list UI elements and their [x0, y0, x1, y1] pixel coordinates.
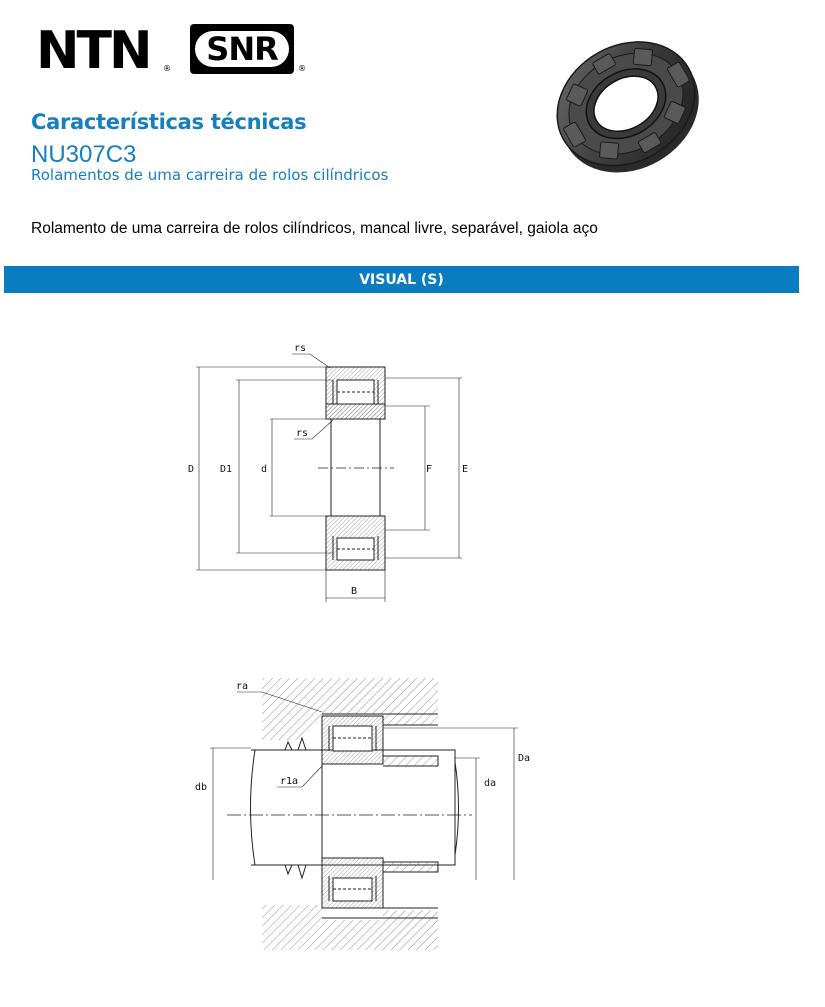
- product-subtitle: Rolamentos de uma carreira de rolos cilíndricos: [31, 166, 389, 184]
- product-description: Rolamento de uma carreira de rolos cilíndricos, mancal livre, separável, gaiola aço: [31, 220, 598, 237]
- label-rs-inner: rs: [296, 428, 309, 439]
- snr-logo-text: SNR: [195, 31, 289, 67]
- label-db: db: [195, 782, 208, 793]
- label-D: D: [188, 464, 195, 475]
- mounting-arrangement-drawing: [210, 678, 518, 950]
- label-ra: ra: [236, 681, 249, 692]
- bearing-cross-section-drawing: [196, 354, 462, 602]
- label-da: da: [484, 778, 497, 789]
- page-title: Características técnicas: [31, 110, 307, 134]
- section-header-visual: VISUAL (S): [4, 266, 799, 293]
- label-D1: D1: [220, 464, 233, 475]
- label-F: F: [426, 464, 433, 475]
- label-rs-top: rs: [294, 343, 307, 354]
- label-r1a: r1a: [280, 776, 299, 787]
- label-B: B: [351, 586, 358, 597]
- label-Da: Da: [518, 753, 531, 764]
- product-code: NU307C3: [31, 141, 137, 168]
- ntn-registered-mark: ®: [163, 64, 171, 73]
- label-d: d: [261, 464, 268, 475]
- ntn-logo-text: NTN: [36, 21, 150, 81]
- label-E: E: [462, 464, 469, 475]
- snr-registered-mark: ®: [298, 64, 306, 73]
